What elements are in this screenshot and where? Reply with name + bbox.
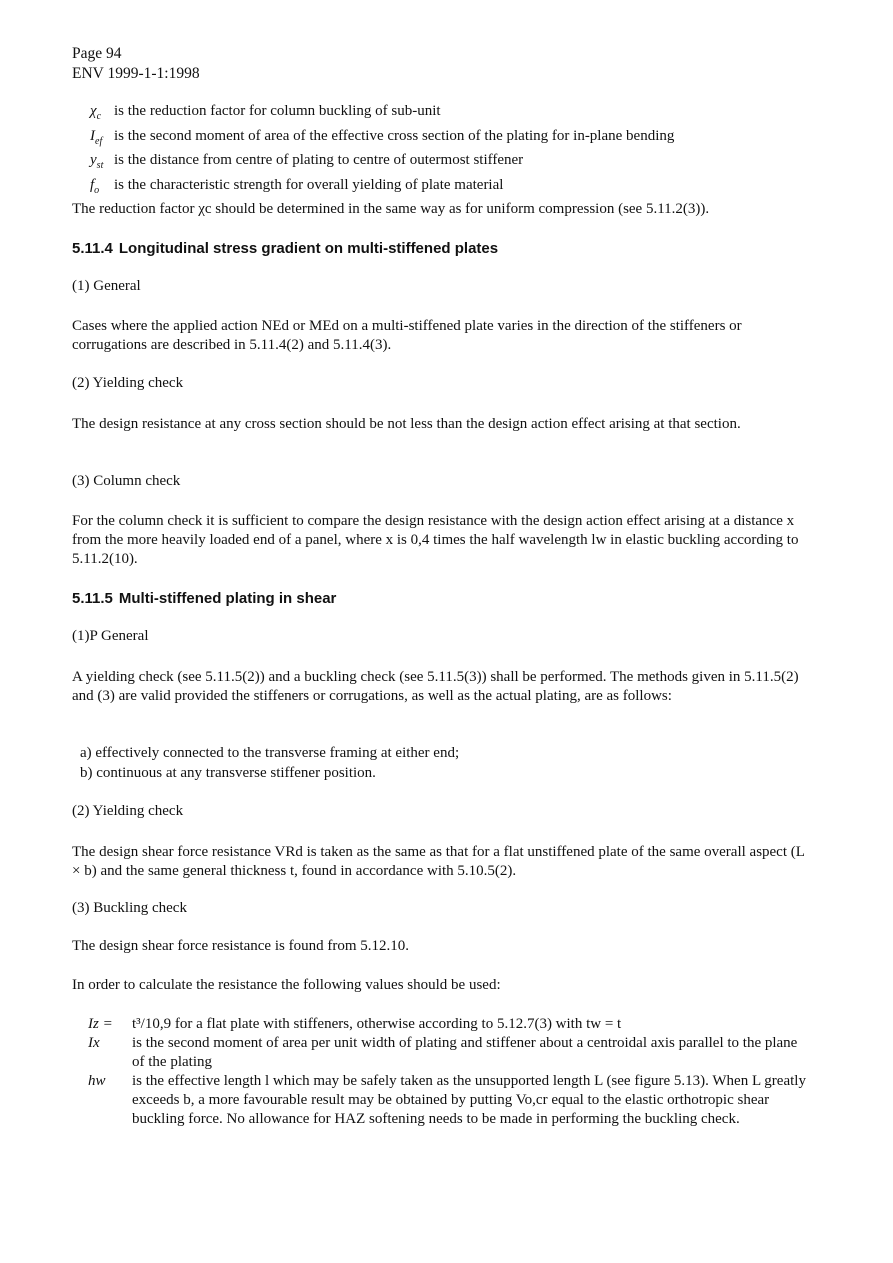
value-symbol: Ix: [88, 1035, 100, 1051]
yield-buckling-paragraph: A yielding check (see 5.11.5(2)) and a buckling check (see 5.11.5(3)) shall be performed. The methods given in 5.11.5(2) and (3) are valid provided the stiffeners or corrugations, as well as the actual plating, are as follows:: [72, 669, 799, 704]
section-heading-5-11-5: [72, 589, 807, 608]
subheading-general: (1) General: [72, 278, 141, 294]
value-symbol: Iz =: [88, 1016, 113, 1032]
definition-row: [90, 102, 810, 127]
value-row: [88, 1015, 813, 1034]
definition-symbol: $f_o$: [90, 176, 100, 196]
found-from-paragraph: The design shear force resistance is found from 5.12.10.: [72, 938, 409, 954]
page-header: [72, 44, 807, 84]
symbol-definitions: [90, 102, 810, 200]
shear-resistance-paragraph: The design shear force resistance VRd is taken as the same as that for a flat unstiffened plate of the same overall aspect (L × b) and the same general thickness t, found in accordance with 5.10.5(2).: [72, 844, 805, 879]
value-text: is the second moment of area per unit width of plating and stiffener about a centroidal axis parallel to the plane of the plating: [132, 1035, 798, 1070]
definition-row: [90, 151, 810, 176]
section-number: 5.11.4: [72, 240, 113, 257]
conditions-list: [80, 744, 800, 783]
list-item: a) effectively connected to the transverse framing at either end;: [80, 745, 460, 761]
values-list: [88, 1015, 813, 1129]
yielding-paragraph: The design resistance at any cross section should be not less than the design action effect arising at that section.: [72, 416, 741, 432]
calculate-paragraph: In order to calculate the resistance the following values should be used:: [72, 977, 501, 993]
definition-text: is the reduction factor for column buckling of sub-unit: [114, 103, 441, 119]
value-text: t³/10,9 for a flat plate with stiffeners, otherwise according to 5.12.7(3) with tw = t: [132, 1016, 622, 1032]
definition-symbol: $I_{ef}$: [90, 127, 103, 147]
value-row: [88, 1072, 813, 1129]
cases-paragraph: Cases where the applied action NEd or MEd on a multi-stiffened plate varies in the direction of the stiffeners or corrugations are described in 5.11.4(2) and 5.11.4(3).: [72, 318, 742, 353]
subheading-yielding-check: (2) Yielding check: [72, 375, 184, 391]
definition-text: is the distance from centre of plating to centre of outermost stiffener: [114, 152, 524, 168]
subheading-buckling-check: (3) Buckling check: [72, 900, 187, 916]
section-title: Longitudinal stress gradient on multi-stiffened plates: [118, 240, 499, 257]
section-heading-5-11-4: [72, 239, 807, 258]
subheading-yielding-check-2: (2) Yielding check: [72, 803, 184, 819]
column-check-paragraph: For the column check it is sufficient to compare the design resistance with the design action effect arising at a distance x from the more heavily loaded end of a panel, where x is 0,4 times the half wavelength lw in elastic buckling according to 5.11.2(10).: [72, 513, 799, 567]
definition-symbol: $y_{st}$: [90, 152, 104, 171]
reduction-factor-paragraph: The reduction factor χc should be determined in the same way as for uniform compression (see 5.11.2(3)).: [72, 201, 710, 217]
value-row: [88, 1034, 813, 1072]
value-symbol: hw: [88, 1073, 106, 1089]
value-text: is the effective length l which may be safely taken as the unsupported length L (see figure 5.13). When L greatly exceeds b, a more favourable result may be obtained by putting Vo,cr equal to the elastic orthotropic shear buckling force. No allowance for HAZ softening needs to be made in performing the buckling check.: [132, 1073, 806, 1127]
definition-row: [90, 127, 810, 152]
definition-text: is the characteristic strength for overall yielding of plate material: [114, 176, 504, 193]
list-item: b) continuous at any transverse stiffener position.: [80, 764, 376, 781]
definition-row: [90, 176, 810, 201]
definition-symbol: $\chi_c$: [90, 103, 102, 122]
section-title: Multi-stiffened plating in shear: [118, 590, 337, 607]
subheading-general-p: (1)P General: [72, 628, 149, 644]
definition-text: is the second moment of area of the effective cross section of the plating for in-plane bending: [114, 127, 675, 144]
standard-id: ENV 1999-1-1:1998: [72, 65, 200, 82]
section-number: 5.11.5: [72, 590, 113, 607]
page-number: Page 94: [72, 45, 122, 62]
subheading-column-check: (3) Column check: [72, 473, 181, 489]
